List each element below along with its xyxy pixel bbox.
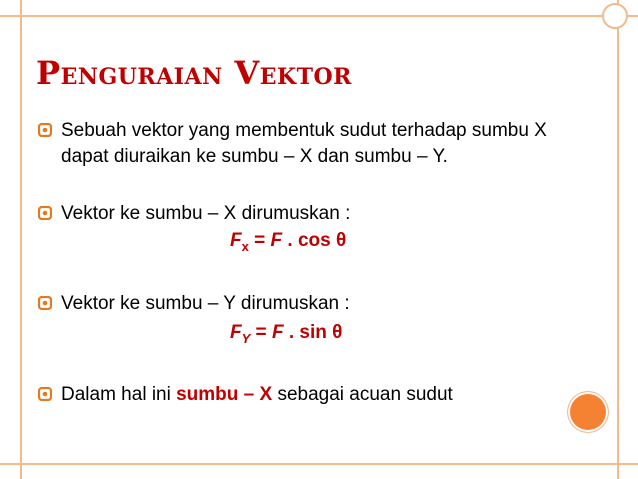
formula-fy	[230, 322, 342, 346]
bullet-text-after: sebagai acuan sudut	[272, 384, 453, 405]
formula-fx-eq: =	[248, 230, 271, 251]
formula-fy-var: F	[230, 322, 242, 343]
formula-fy-sub: Y	[241, 331, 251, 346]
formula-fx-var: F	[230, 230, 242, 251]
bullet-item-2	[36, 201, 591, 227]
bullet-text-before: Dalam hal ini	[61, 384, 177, 405]
bullet-item-3	[36, 291, 591, 317]
bullet-marker-icon	[38, 123, 52, 137]
bullet-text: Sebuah vektor yang membentuk sudut terhadap sumbu X dapat diuraikan ke sumbu – X dan sumbu – Y.	[61, 120, 547, 167]
bullet-marker-icon	[38, 206, 52, 220]
bullet-marker-icon	[38, 387, 52, 401]
formula-fx-rhs-var: F	[270, 230, 283, 251]
frame-line-right	[617, 0, 619, 479]
formula-fx	[230, 230, 346, 254]
slide-title: Penguraian Vektor	[36, 54, 352, 92]
frame-line-bottom	[0, 463, 638, 465]
bullet-text: Vektor ke sumbu – X dirumuskan :	[61, 203, 351, 224]
top-right-ring	[602, 3, 628, 29]
formula-fy-rhs-var: F	[271, 322, 284, 343]
bullet-text: Vektor ke sumbu – Y dirumuskan :	[61, 293, 350, 314]
bullet-item-1	[36, 118, 571, 170]
frame-line-top	[0, 15, 638, 17]
formula-fy-eq: =	[250, 322, 272, 343]
bullet-highlight: sumbu – X	[176, 384, 273, 405]
bullet-marker-icon	[38, 296, 52, 310]
formula-fx-sub: x	[241, 239, 249, 254]
formula-fx-rhs-rest: . cos θ	[282, 230, 347, 251]
frame-line-left	[20, 0, 22, 479]
formula-fy-rhs-rest: . sin θ	[283, 322, 343, 343]
bullet-item-4	[36, 382, 591, 408]
